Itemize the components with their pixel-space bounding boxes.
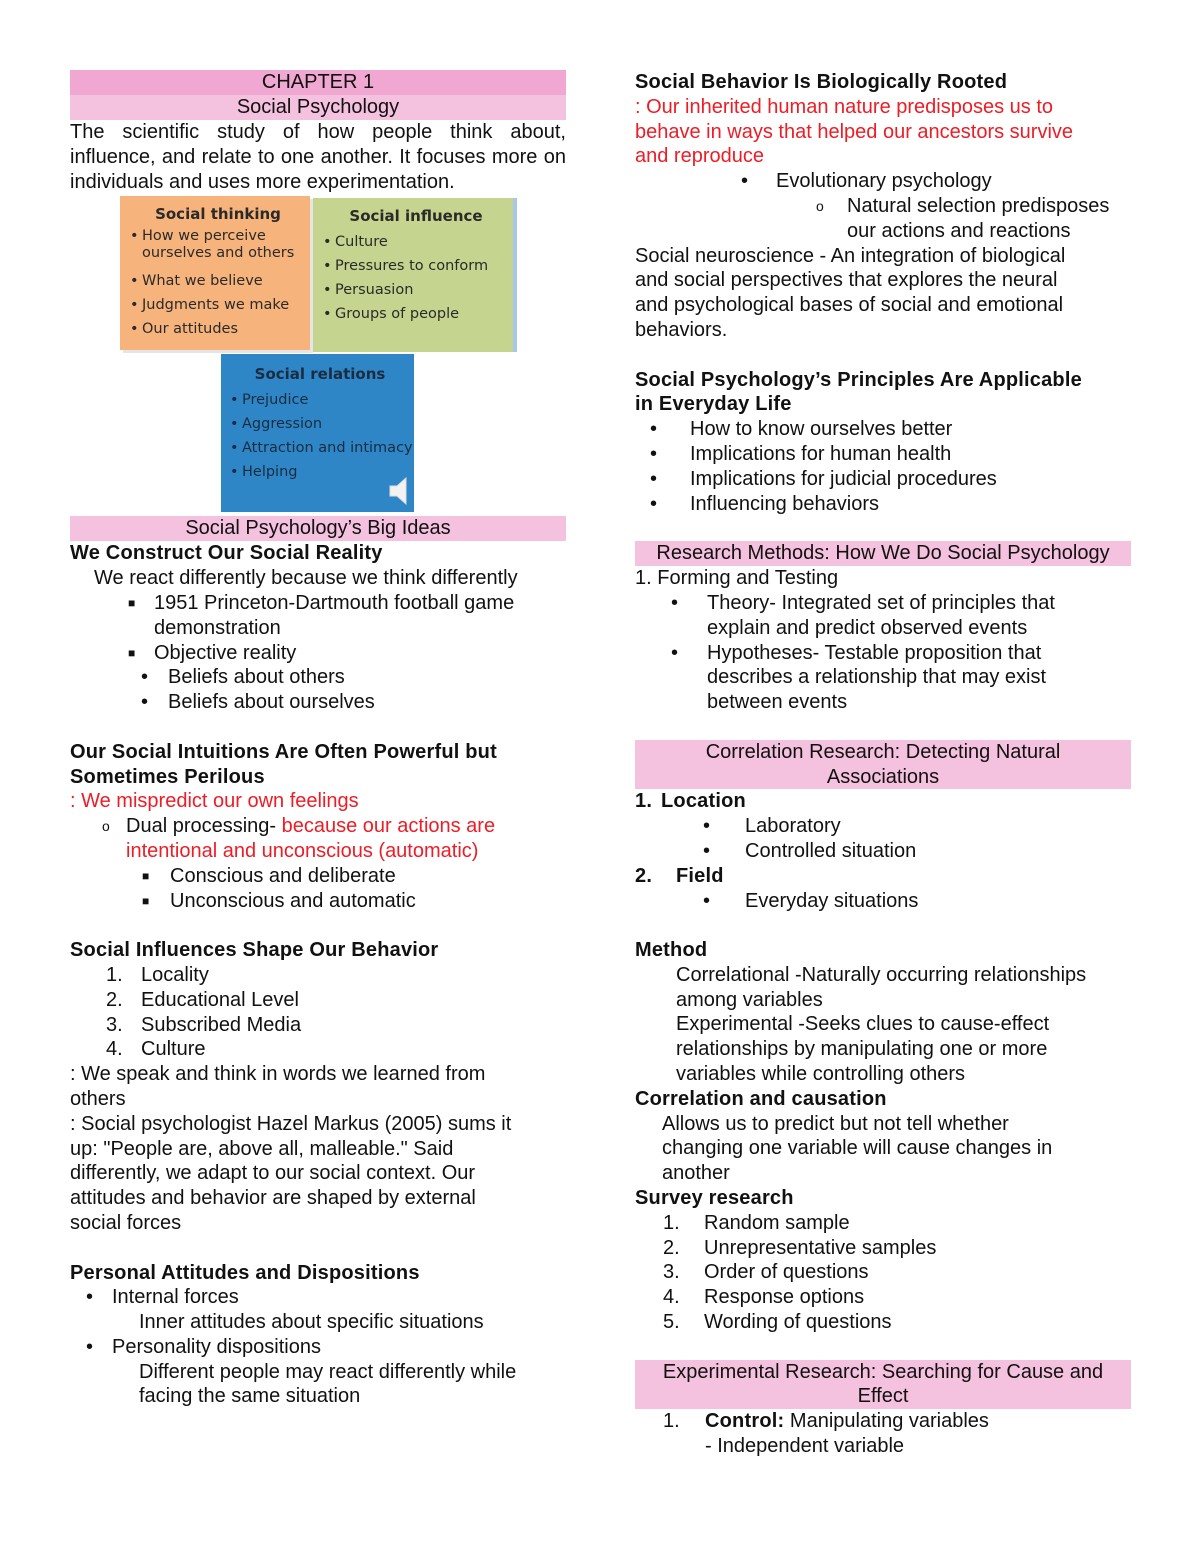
bullet-icon: • xyxy=(650,418,658,441)
list-item: 4. Response options xyxy=(663,1286,865,1309)
bullet-icon: • xyxy=(703,889,711,912)
paragraph-line: attitudes and behavior are shaped by external xyxy=(70,1187,476,1210)
diagram-title: Social thinking xyxy=(155,205,281,224)
list-item-continued: our actions and reactions xyxy=(847,219,1071,242)
circle-bullet-icon: o xyxy=(102,818,110,835)
method-heading: Method xyxy=(635,939,708,962)
list-item: • Influencing behaviors xyxy=(650,492,880,515)
square-bullet-icon: ■ xyxy=(128,595,136,610)
intuitions-heading-continued: Sometimes Perilous xyxy=(70,765,265,788)
diagram-title: Social relations xyxy=(254,365,386,384)
list-item: • Beliefs about ourselves xyxy=(141,691,375,714)
bullet-icon: • xyxy=(703,839,711,862)
bio-red-line: behave in ways that helped our ancestors survive xyxy=(635,120,1074,143)
diagram-box-social-relations xyxy=(221,354,414,512)
causation-line: changing one variable will cause changes in xyxy=(662,1137,1053,1160)
method-line: Correlational -Naturally occurring relationships xyxy=(676,963,1087,986)
list-item: • Beliefs about others xyxy=(141,666,345,689)
intuitions-heading: Our Social Intuitions Are Often Powerful but xyxy=(70,740,497,763)
list-item: • Everyday situations xyxy=(703,889,919,912)
list-item: 3. Subscribed Media xyxy=(106,1013,302,1036)
causation-line: Allows us to predict but not tell whether xyxy=(662,1112,1009,1135)
subject-header: Social Psychology xyxy=(70,95,566,120)
bullet-icon: • xyxy=(86,1335,94,1358)
square-bullet-icon: ■ xyxy=(142,868,150,883)
circle-bullet-icon: o xyxy=(816,197,824,214)
list-item-continued: describes a relationship that may exist xyxy=(707,666,1047,689)
list-item: 1. Location xyxy=(635,790,746,813)
survey-heading: Survey research xyxy=(635,1187,794,1210)
bullet-icon: • xyxy=(141,691,149,714)
bio-heading: Social Behavior Is Biologically Rooted xyxy=(635,71,1008,93)
chapter-header: CHAPTER 1 xyxy=(70,70,566,95)
list-item: o Dual processing- because our actions are xyxy=(102,815,496,838)
principles-heading: Social Psychology’s Principles Are Applicable xyxy=(635,368,1082,391)
social-psychology-diagram xyxy=(70,196,566,514)
list-item-continued: intentional and unconscious (automatic) xyxy=(126,839,479,862)
list-item: 2. Unrepresentative samples xyxy=(663,1236,937,1259)
paragraph-line: social forces xyxy=(70,1211,182,1234)
bullet-icon: • xyxy=(650,442,658,465)
list-item: o Natural selection predisposes xyxy=(816,194,1110,217)
research-methods-header: Research Methods: How We Do Social Psychology xyxy=(635,541,1131,566)
construct-heading: We Construct Our Social Reality xyxy=(70,542,383,565)
list-item: 4. Culture xyxy=(106,1038,206,1061)
principles-heading-continued: in Everyday Life xyxy=(635,393,792,416)
bullet-icon: • xyxy=(741,170,749,193)
list-item: 2. Educational Level xyxy=(106,988,299,1011)
list-item-sub: facing the same situation xyxy=(139,1385,361,1408)
list-item: • Laboratory xyxy=(703,815,841,838)
list-item: • How to know ourselves better xyxy=(650,418,953,441)
diagram-title: Social influence xyxy=(349,207,483,226)
causation-heading: Correlation and causation xyxy=(635,1087,887,1110)
diagram-item: • What we believe xyxy=(126,269,310,293)
bullet-icon: • xyxy=(671,591,679,614)
list-item: ■ Conscious and deliberate xyxy=(142,864,396,887)
list-item: • Implications for human health xyxy=(650,442,952,465)
list-item-sub: - Independent variable xyxy=(705,1435,905,1458)
list-item: • Controlled situation xyxy=(703,839,917,862)
list-item: 1. Locality xyxy=(106,963,209,986)
list-item-continued: between events xyxy=(707,691,848,714)
paragraph-line: differently, we adapt to our social context. Our xyxy=(70,1162,476,1185)
list-item: ■ 1951 Princeton-Dartmouth football game xyxy=(128,591,515,614)
paragraph-line: and psychological bases of social and emotional xyxy=(635,294,1064,317)
influences-heading: Social Influences Shape Our Behavior xyxy=(70,939,439,962)
bio-red-line: and reproduce xyxy=(635,145,764,168)
diagram-item: • Persuasion xyxy=(319,278,513,302)
paragraph-line: and social perspectives that explores the neural xyxy=(635,269,1058,292)
diagram-item: • Judgments we make xyxy=(126,293,310,317)
left-column xyxy=(70,69,566,1409)
paragraph-line: others xyxy=(70,1087,126,1110)
method-line: relationships by manipulating one or more xyxy=(676,1038,1048,1061)
list-item: • Internal forces xyxy=(86,1286,239,1309)
diagram-item: • Pressures to conform xyxy=(319,254,513,278)
big-ideas-header: Social Psychology’s Big Ideas xyxy=(70,516,566,541)
bio-red-line: : Our inherited human nature predisposes us to xyxy=(635,95,1054,118)
bullet-icon: • xyxy=(650,492,658,515)
bullet-icon: • xyxy=(703,815,711,838)
list-item: 2. Field xyxy=(635,864,724,887)
diagram-item: • Prejudice xyxy=(226,388,414,412)
list-item-sub: Different people may react differently while xyxy=(139,1360,517,1383)
paragraph-line: Social neuroscience - An integration of biological xyxy=(635,244,1066,267)
list-item: • Theory- Integrated set of principles that xyxy=(671,591,1055,614)
list-item: • Hypotheses- Testable proposition that xyxy=(671,641,1042,664)
diagram-box-social-thinking xyxy=(120,196,310,350)
definition-paragraph: The scientific study of how people think about, influence, and relate to one another. It focuses more on individuals and uses more experimentation. xyxy=(70,121,566,193)
bullet-icon: • xyxy=(86,1286,94,1309)
diagram-item: • Attraction and intimacy xyxy=(226,436,414,460)
paragraph-line: up: "People are, above all, malleable." Said xyxy=(70,1137,454,1160)
list-item-continued: explain and predict observed events xyxy=(707,616,1028,639)
diagram-item: • Helping xyxy=(226,460,414,484)
correlation-header: Correlation Research: Detecting Natural Associations xyxy=(635,740,1131,790)
square-bullet-icon: ■ xyxy=(128,645,136,660)
construct-line: We react differently because we think differently xyxy=(94,567,518,590)
intuitions-red-line: : We mispredict our own feelings xyxy=(70,790,359,813)
list-item: • Implications for judicial procedures xyxy=(650,467,997,490)
right-column xyxy=(635,69,1131,1459)
diagram-item: • Aggression xyxy=(226,412,414,436)
list-item: ■ Objective reality xyxy=(128,641,297,664)
speaker-icon[interactable] xyxy=(388,476,412,506)
list-item: 5. Wording of questions xyxy=(663,1311,892,1334)
diagram-item: • How we perceive ourselves and others xyxy=(126,228,310,262)
diagram-item: • Groups of people xyxy=(319,302,513,326)
list-item-sub: Inner attitudes about specific situations xyxy=(139,1311,484,1334)
causation-line: another xyxy=(662,1162,730,1185)
list-item: ■ Unconscious and automatic xyxy=(142,889,416,912)
paragraph-line: : Social psychologist Hazel Markus (2005) sums it xyxy=(70,1112,512,1135)
paragraph-line: : We speak and think in words we learned from xyxy=(70,1063,486,1086)
methods-item: 1. Forming and Testing xyxy=(635,567,839,590)
bullet-icon: • xyxy=(650,467,658,490)
square-bullet-icon: ■ xyxy=(142,893,150,908)
diagram-box-social-influence xyxy=(313,198,513,352)
diagram-item: • Our attitudes xyxy=(126,317,310,341)
list-item: 1. Random sample xyxy=(663,1211,850,1234)
diagram-item: • Culture xyxy=(319,230,513,254)
paragraph-line: behaviors. xyxy=(635,318,728,341)
experimental-header: Experimental Research: Searching for Cause and Effect xyxy=(635,1360,1131,1410)
list-item: 3. Order of questions xyxy=(663,1261,869,1284)
method-line: among variables xyxy=(676,988,823,1011)
method-line: variables while controlling others xyxy=(676,1063,966,1086)
list-item: 1. Control: Manipulating variables xyxy=(663,1410,989,1433)
list-item: • Personality dispositions xyxy=(86,1335,321,1358)
list-item-continued: demonstration xyxy=(154,616,281,639)
list-item: • Evolutionary psychology xyxy=(741,170,992,193)
bullet-icon: • xyxy=(671,641,679,664)
bullet-icon: • xyxy=(141,666,149,689)
personal-heading: Personal Attitudes and Dispositions xyxy=(70,1261,420,1284)
method-line: Experimental -Seeks clues to cause-effect xyxy=(676,1013,1050,1036)
